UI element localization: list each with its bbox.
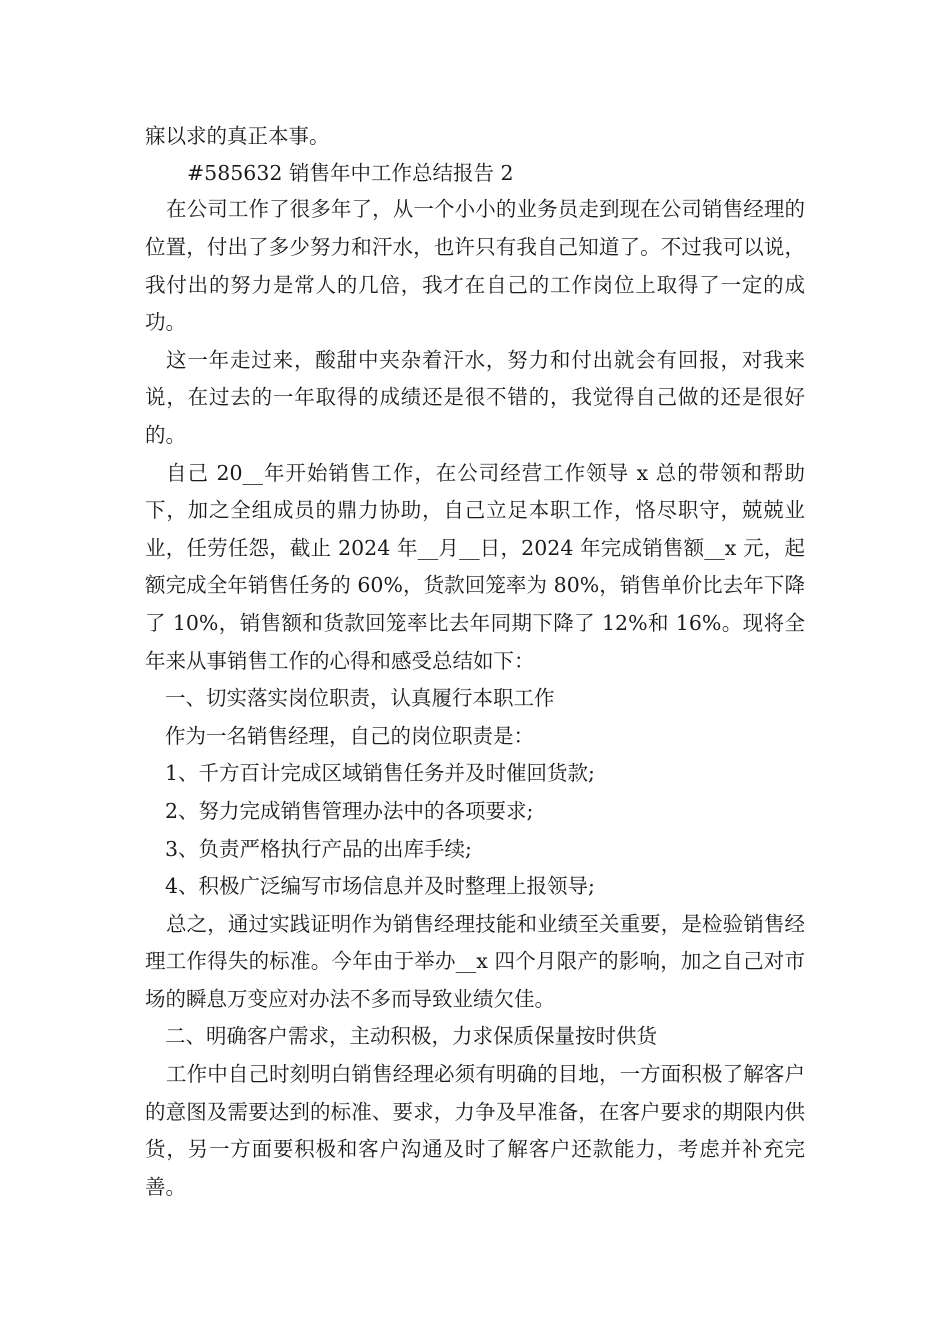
list-item-2: 2、努力完成销售管理办法中的各项要求; xyxy=(165,798,534,823)
list-item-4: 4、积极广泛编写市场信息并及时整理上报领导; xyxy=(165,874,595,899)
paragraph-customer-work: 工作中自己时刻明白销售经理必须有明确的目地，一方面积极了解客户的意图及需要达到的标准、要求，力争及早准备，在客户要求的期限内供货，另一方面要积极和客户沟通及时了解客户还款能力，考虑并补充完善。 xyxy=(145,1062,805,1199)
continued-line: 寐以求的真正本事。 xyxy=(145,124,330,148)
paragraph-year-review: 这一年走过来，酸甜中夹杂着汗水，努力和付出就会有回报，对我来说，在过去的一年取得的成绩还是很不错的，我觉得自己做的还是很好的。 xyxy=(145,347,805,447)
paragraph-sales-results: 自己 20__年开始销售工作，在公司经营工作领导 x 总的带领和帮助下，加之全组成员的鼎力协助，自己立足本职工作，恪尽职守，兢兢业业，任劳任怨，截止 2024 年__月__日，2024 年完成销售额__x 元，起额完成全年销售任务的 60%，货款回笼率为 80%，销售单价比去年下降了 10%，销售额和货款回笼率比去年同期下降了 12%和 16%。现将全年来从事销售工作的心得和感受总结如下： xyxy=(145,460,805,673)
document-page xyxy=(145,118,805,1206)
section-title: #585632 销售年中工作总结报告 2 xyxy=(187,160,514,185)
list-item-1: 1、千方百计完成区域销售任务并及时催回货款; xyxy=(165,761,595,786)
heading-customer-needs: 二、明确客户需求，主动积极，力求保质保量按时供货 xyxy=(165,1024,657,1049)
paragraph-intro: 在公司工作了很多年了，从一个小小的业务员走到现在公司销售经理的位置，付出了多少努力和汗水，也许只有我自己知道了。不过我可以说，我付出的努力是常人的几倍，我才在自己的工作岗位上取得了一定的成功。 xyxy=(145,197,805,335)
heading-duties: 一、切实落实岗位职责，认真履行本职工作 xyxy=(165,686,555,711)
paragraph-summary: 总之，通过实践证明作为销售经理技能和业绩至关重要，是检验销售经理工作得失的标准。今年由于举办__x 四个月限产的影响，加之自己对市场的瞬息万变应对办法不多而导致业绩欠佳。 xyxy=(145,911,805,1011)
list-item-3: 3、负责严格执行产品的出库手续; xyxy=(165,836,472,861)
paragraph-duties-intro: 作为一名销售经理，自己的岗位职责是： xyxy=(165,723,534,748)
